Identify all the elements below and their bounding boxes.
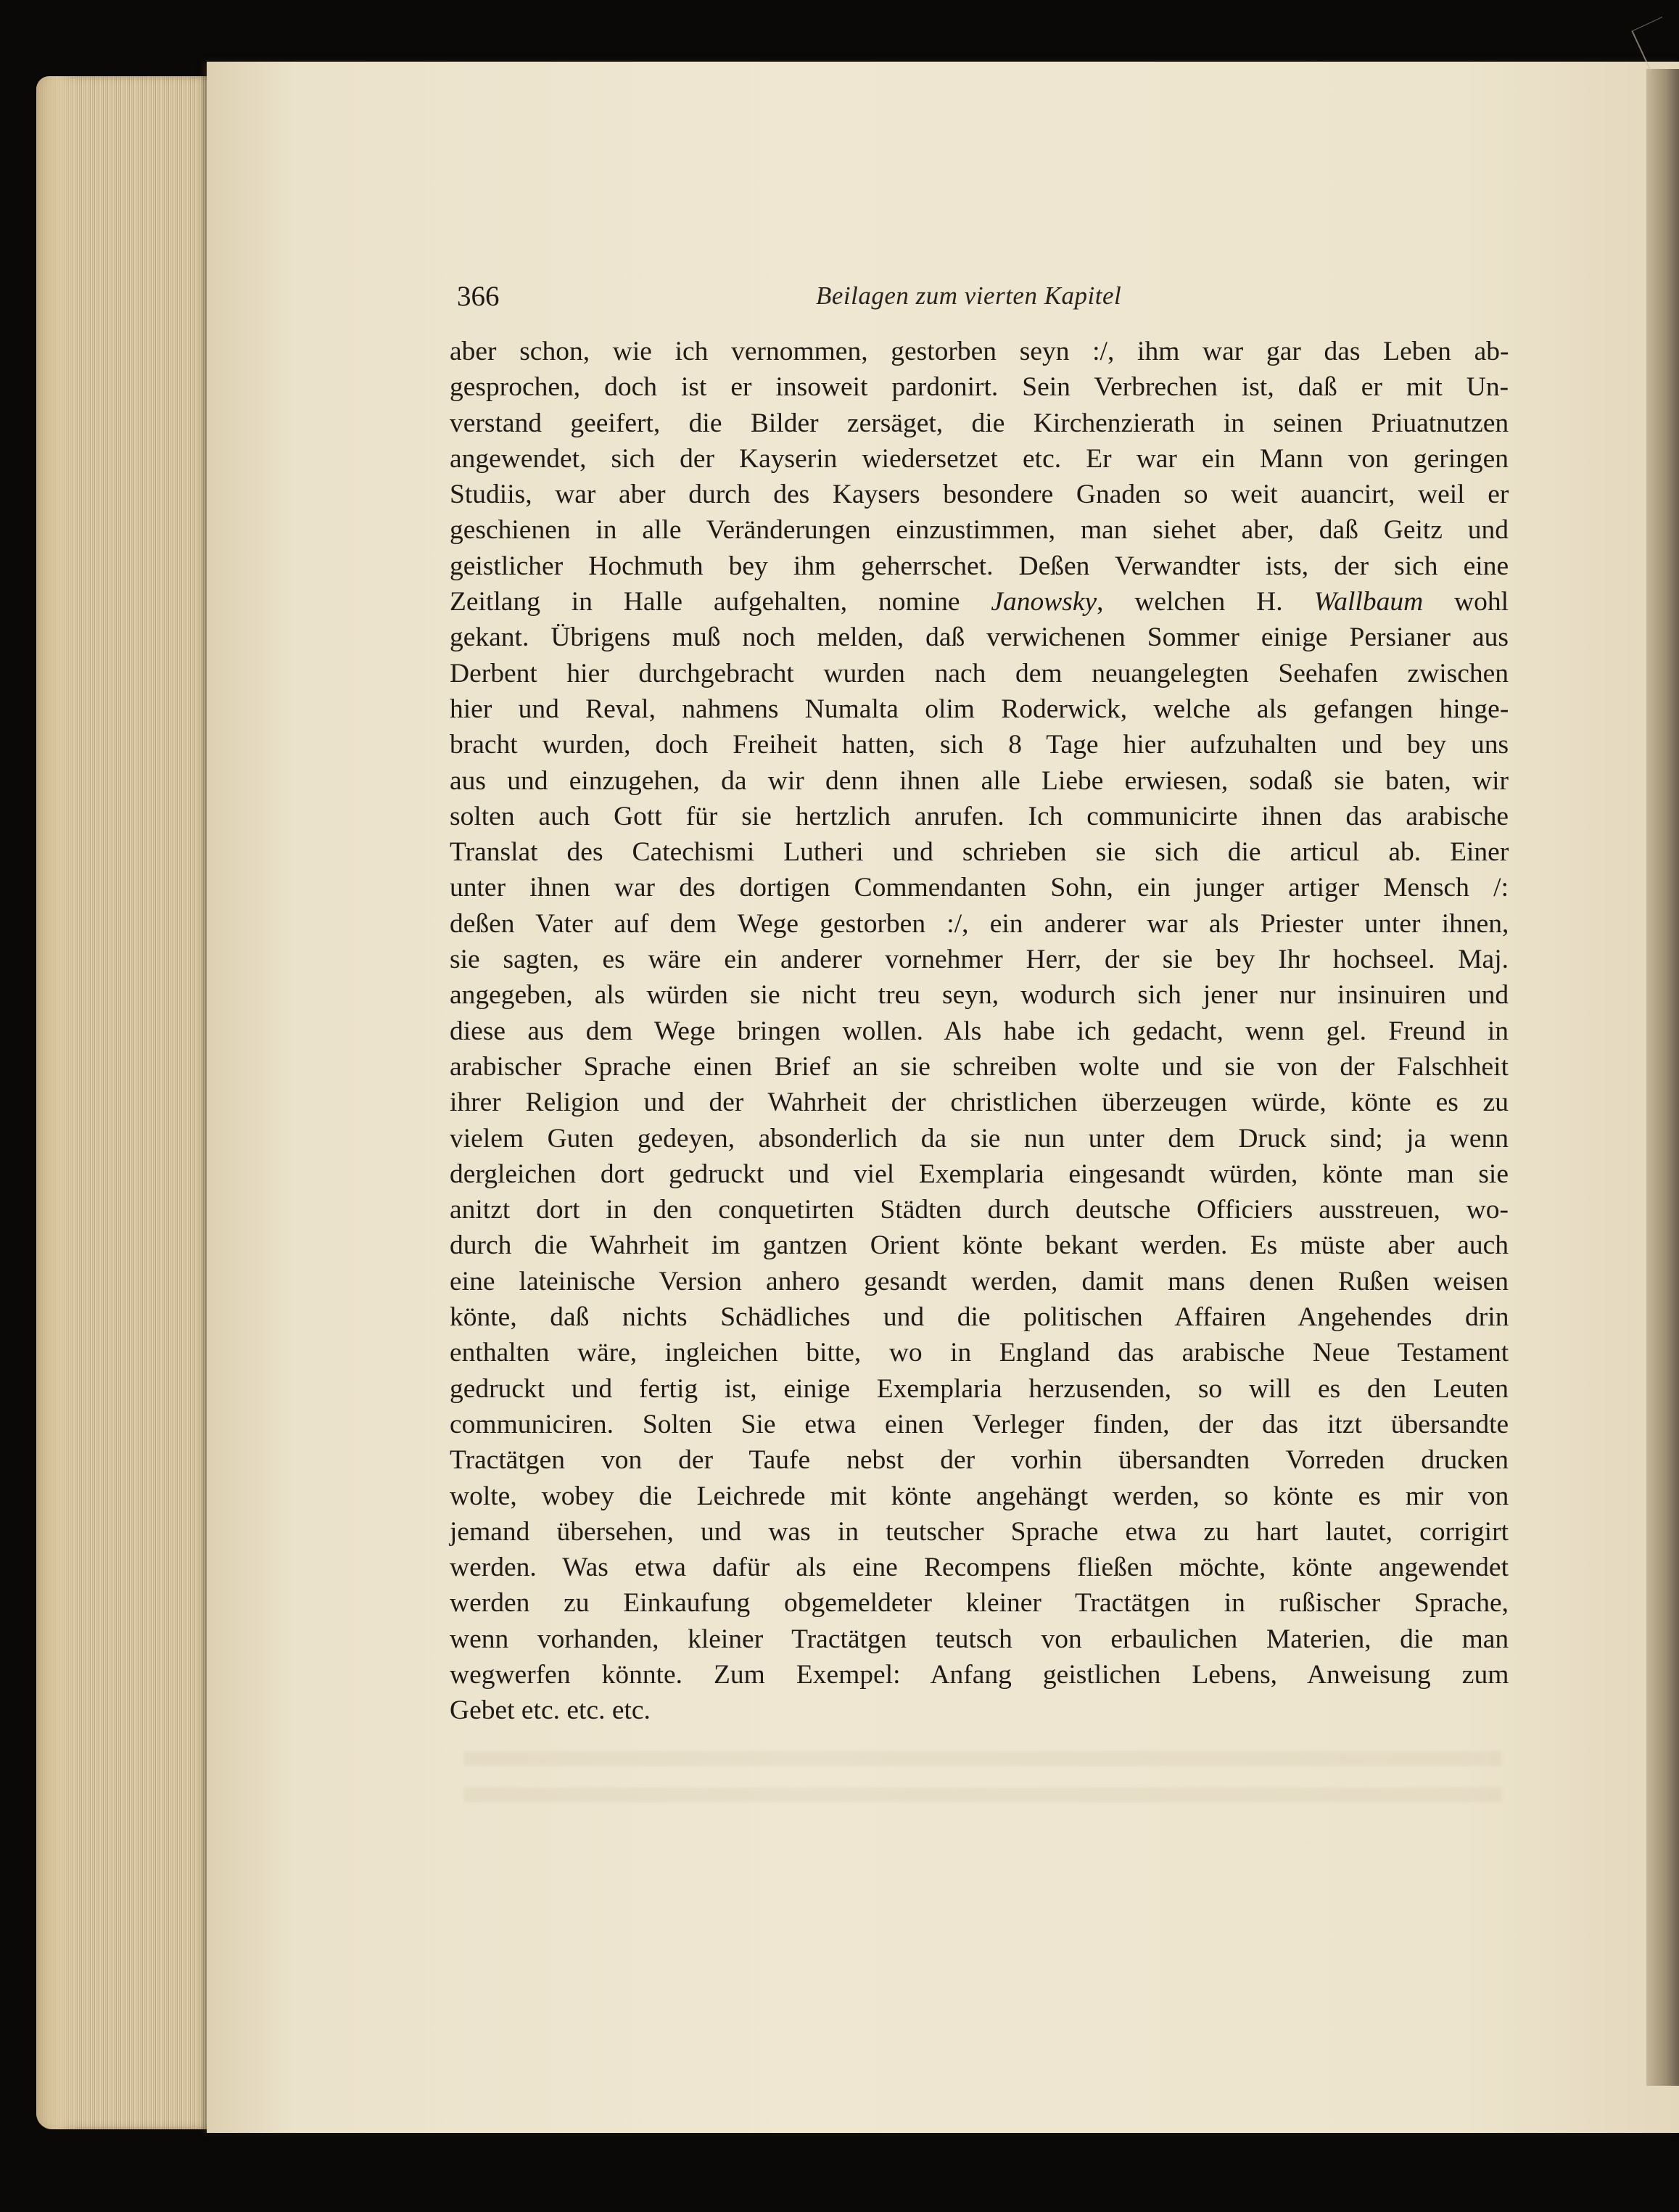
text-segment: aus und einzugehen, da wir denn ihnen alle Liebe erwiesen, sodaß sie baten, wir (450, 765, 1509, 796)
text-line (450, 942, 1509, 977)
text-line (450, 441, 1509, 477)
text-line (450, 799, 1509, 834)
text-segment: dergleichen dort gedruckt und viel Exemplaria eingesandt würden, könte man sie (450, 1159, 1509, 1189)
text-segment: solten auch Gott für sie hertzlich anrufen. Ich communicirte ihnen das arabische (450, 801, 1509, 831)
text-line (450, 406, 1509, 441)
text-line (450, 584, 1509, 620)
page-stack-shading (36, 76, 80, 2129)
page-number: 366 (457, 281, 500, 312)
text-segment: geschienen in alle Veränderungen einzustimmen, man siehet aber, daß Geitz und (450, 515, 1509, 546)
text-segment: durch die Wahrheit im gantzen Orient könte bekant werden. Es müste aber auch (450, 1230, 1509, 1261)
text-segment: eine lateinische Version anhero gesandt werden, damit mans denen Rußen weisen (450, 1266, 1509, 1296)
text-line (450, 1585, 1509, 1621)
text-segment: Zeitlang in Halle aufgehalten, nomine (450, 587, 991, 617)
text-segment: angegeben, als würden sie nicht treu seyn, wodurch sich jener nur insinuiren und (450, 980, 1509, 1011)
text-segment: angewendet, sich der Kayserin wiedersetzet etc. Er war ein Mann von geringen (450, 443, 1509, 474)
text-segment: Derbent hier durchgebracht wurden nach dem neuangelegten Seehafen zwischen (450, 658, 1509, 688)
text-line (450, 548, 1509, 584)
text-segment: gesprochen, doch ist er insoweit pardonirt. Sein Verbrechen ist, daß er mit Un- (450, 372, 1509, 403)
text-line (450, 1693, 1509, 1728)
text-segment: bracht wurden, doch Freiheit hatten, sich 8 Tage hier aufzuhalten und bey uns (450, 730, 1509, 760)
text-segment: werden. Was etwa dafür als eine Recompens fließen möchte, könte angewendet (450, 1553, 1509, 1583)
text-segment: Gebet etc. etc. etc. (450, 1695, 651, 1726)
facing-page-edge (1646, 69, 1679, 2086)
text-line (450, 1014, 1509, 1049)
text-line (450, 1335, 1509, 1370)
text-line (450, 1085, 1509, 1120)
text-segment: vielem Guten gedeyen, absonderlich da sie nun unter dem Druck sind; ja wenn (450, 1123, 1509, 1154)
text-line (450, 1657, 1509, 1693)
text-segment: deßen Vater auf dem Wege gestorben :/, ein anderer war als Priester unter ihnen, (450, 908, 1509, 939)
text-segment: Translat des Catechismi Lutheri und schrieben sie sich die articul ab. Einer (450, 837, 1509, 868)
text-segment: anitzt dort in den conquetirten Städten durch deutsche Officiers ausstreuen, wo- (450, 1195, 1509, 1225)
text-line (450, 763, 1509, 799)
text-segment: enthalten wäre, ingleichen bitte, wo in England das arabische Neue Testament (450, 1338, 1509, 1368)
running-head: Beilagen zum vierten Kapitel (816, 281, 1122, 310)
text-line (450, 656, 1509, 691)
text-line (450, 834, 1509, 870)
text-segment: diese aus dem Wege bringen wollen. Als habe ich gedacht, wenn gel. Freund in (450, 1016, 1509, 1046)
text-segment: arabischer Sprache einen Brief an sie schreiben wolte und sie von der Falschheit (450, 1051, 1509, 1082)
text-line (450, 369, 1509, 405)
text-line (450, 1228, 1509, 1263)
text-segment: wenn vorhanden, kleiner Tractätgen teutsch von erbaulichen Materien, die man (450, 1624, 1509, 1654)
text-segment: communiciren. Solten Sie etwa einen Verleger finden, der das itzt übersandte (450, 1409, 1509, 1439)
text-line (450, 1121, 1509, 1156)
text-segment: sie sagten, es wäre ein anderer vornehmer Herr, der sie bey Ihr hochseel. Maj. (450, 945, 1509, 975)
text-segment: Tractätgen von der Taufe nebst der vorhin übersandten Vorreden drucken (450, 1445, 1509, 1476)
text-segment: verstand geeifert, die Bilder zersäget, die Kirchenzierath in seinen Priuatnutzen (450, 408, 1509, 438)
page-header (457, 280, 1509, 324)
text-line (450, 1442, 1509, 1478)
text-line (450, 620, 1509, 655)
italic-name: Janowsky (991, 587, 1097, 617)
text-line (450, 727, 1509, 762)
text-line (450, 977, 1509, 1013)
text-segment: wohl (1423, 587, 1509, 617)
text-line (450, 512, 1509, 548)
text-line (450, 1407, 1509, 1442)
text-line (450, 334, 1509, 369)
text-segment: aber schon, wie ich vernommen, gestorben seyn :/, ihm war gar das Leben ab- (450, 337, 1509, 366)
text-segment: hier und Reval, nahmens Numalta olim Roderwick, welche als gefangen hinge- (450, 694, 1509, 724)
text-line (450, 1299, 1509, 1335)
text-line (450, 691, 1509, 727)
text-segment: ihrer Religion und der Wahrheit der christlichen überzeugen würde, könte es zu (450, 1088, 1509, 1118)
text-segment: werden zu Einkaufung obgemeldeter kleiner Tractätgen in rußischer Sprache, (450, 1588, 1509, 1619)
text-line (450, 477, 1509, 512)
text-line (450, 1192, 1509, 1228)
text-line (450, 1264, 1509, 1299)
text-line (450, 1049, 1509, 1085)
show-through (464, 1741, 1501, 1821)
text-segment: unter ihnen war des dortigen Commendanten Sohn, ein junger artiger Mensch /: (450, 873, 1509, 903)
body-text (450, 334, 1509, 1729)
text-line (450, 906, 1509, 942)
text-line (450, 870, 1509, 905)
italic-name: Wallbaum (1313, 587, 1424, 617)
text-segment: geistlicher Hochmuth bey ihm geherrschet. Deßen Verwandter ists, der sich eine (450, 551, 1509, 581)
text-segment: Studiis, war aber durch des Kaysers besondere Gnaden so weit auancirt, weil er (450, 480, 1509, 510)
text-line (450, 1621, 1509, 1657)
text-segment: könte, daß nichts Schädliches und die politischen Affairen Angehendes drin (450, 1302, 1509, 1333)
text-segment: jemand übersehen, und was in teutscher Sprache etwa zu hart lautet, corrigirt (450, 1516, 1509, 1547)
text-line (450, 1514, 1509, 1550)
text-segment: wegwerfen könnte. Zum Exempel: Anfang geistlichen Lebens, Anweisung zum (450, 1659, 1509, 1690)
text-line (450, 1156, 1509, 1192)
text-line (450, 1479, 1509, 1514)
text-segment: gedruckt und fertig ist, einige Exemplaria herzusenden, so will es den Leuten (450, 1373, 1509, 1404)
text-segment: wolte, wobey die Leichrede mit könte angehängt werden, so könte es mir von (450, 1481, 1509, 1511)
text-line (450, 1550, 1509, 1585)
text-line (450, 1371, 1509, 1407)
text-segment: gekant. Übrigens muß noch melden, daß verwichenen Sommer einige Persianer aus (450, 622, 1509, 653)
text-segment: , welchen H. (1097, 587, 1314, 617)
